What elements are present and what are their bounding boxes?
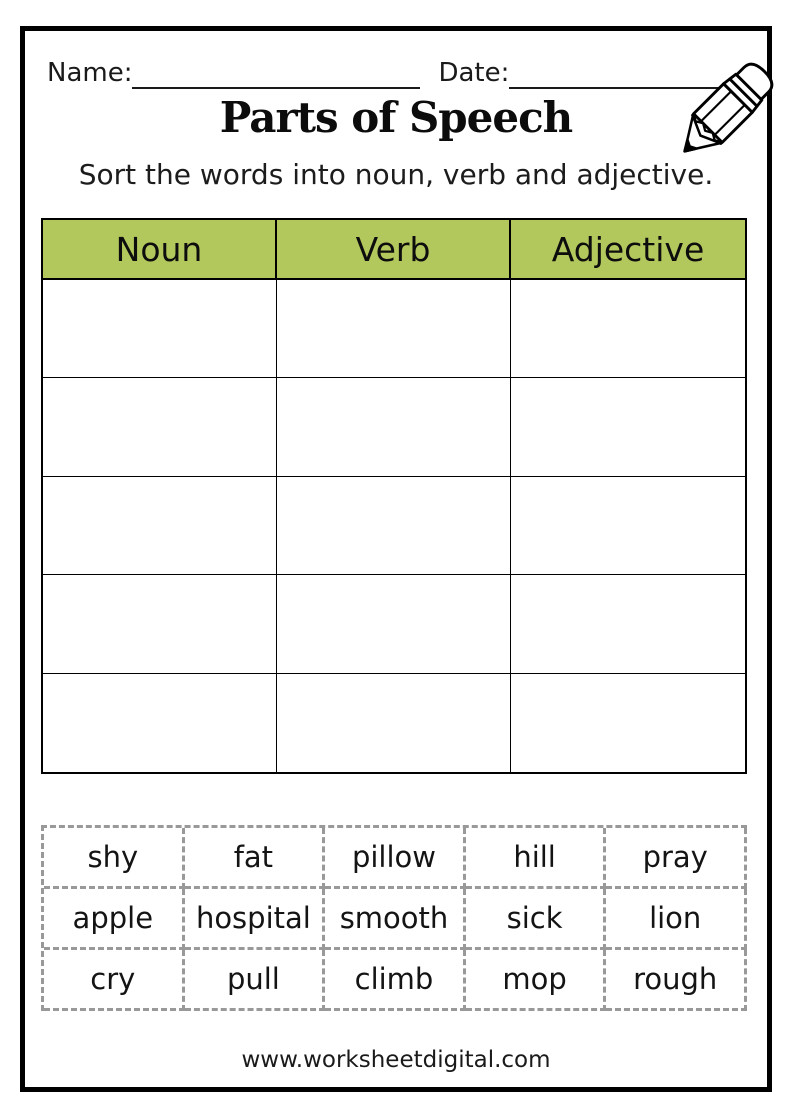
word-bank	[41, 825, 747, 1011]
answer-cell-noun-1	[43, 280, 277, 378]
column-header-adjective: Adjective	[511, 220, 745, 280]
column-header-noun: Noun	[43, 220, 277, 280]
answer-cell-verb-1	[277, 280, 511, 378]
word-card: hospital	[185, 889, 326, 950]
answer-cell-noun-2	[43, 378, 277, 476]
answer-cell-adjective-1	[511, 280, 745, 378]
word-card: hill	[466, 828, 607, 889]
word-card: mop	[466, 950, 607, 1011]
word-card: pray	[606, 828, 747, 889]
answer-cell-noun-5	[43, 674, 277, 772]
answer-cell-verb-5	[277, 674, 511, 772]
word-card: fat	[185, 828, 326, 889]
word-card: smooth	[325, 889, 466, 950]
name-date-row	[47, 57, 747, 89]
answer-cell-verb-4	[277, 575, 511, 673]
worksheet-page	[20, 26, 772, 1092]
website-footer: www.worksheetdigital.com	[241, 1047, 551, 1073]
page-title: Parts of Speech	[219, 93, 573, 142]
word-card: pull	[185, 950, 326, 1011]
word-card: apple	[44, 889, 185, 950]
date-label: Date:	[438, 58, 510, 88]
word-card: sick	[466, 889, 607, 950]
word-card: rough	[606, 950, 747, 1011]
answer-cell-verb-2	[277, 378, 511, 476]
word-card: climb	[325, 950, 466, 1011]
word-card: shy	[44, 828, 185, 889]
name-label: Name:	[47, 58, 133, 88]
answer-cell-adjective-5	[511, 674, 745, 772]
word-card: pillow	[325, 828, 466, 889]
answer-cell-adjective-3	[511, 477, 745, 575]
answer-cell-noun-3	[43, 477, 277, 575]
answer-cell-adjective-2	[511, 378, 745, 476]
column-header-verb: Verb	[277, 220, 511, 280]
word-card: cry	[44, 950, 185, 1011]
word-card: lion	[606, 889, 747, 950]
instruction-text: Sort the words into noun, verb and adjective.	[78, 158, 714, 191]
name-blank-line	[132, 59, 420, 89]
answer-cell-verb-3	[277, 477, 511, 575]
answer-cell-adjective-4	[511, 575, 745, 673]
answer-cell-noun-4	[43, 575, 277, 673]
sorting-table	[41, 218, 747, 774]
